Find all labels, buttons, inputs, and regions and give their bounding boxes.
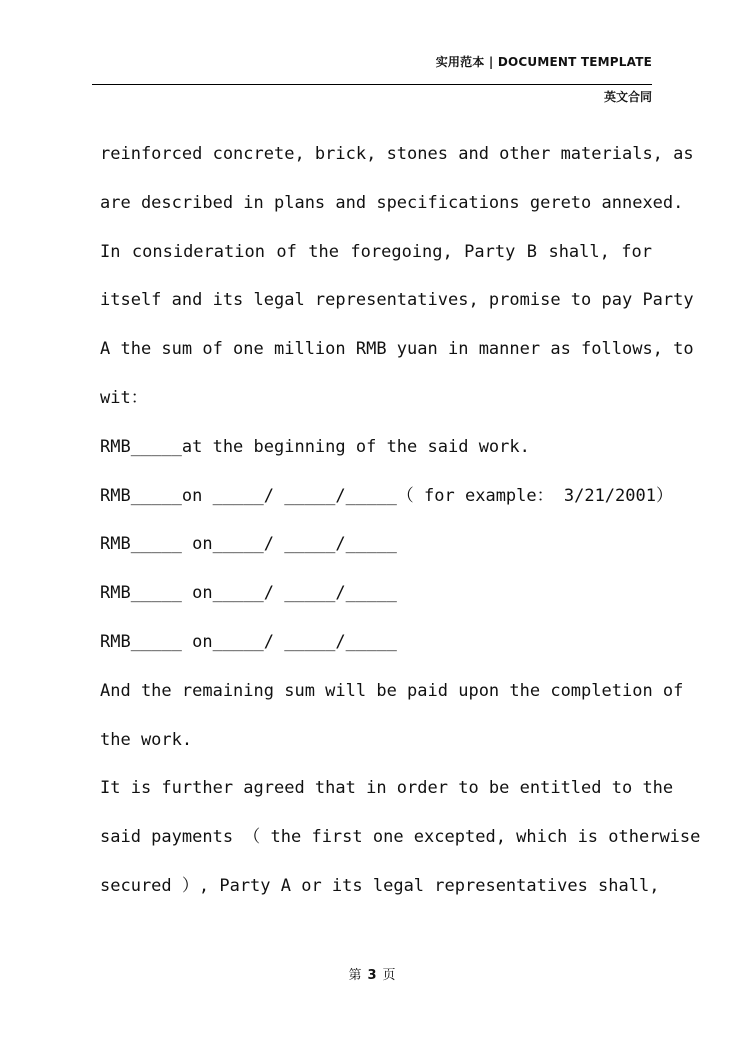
- body-line: It is further agreed that in order to be entitled to the: [100, 778, 674, 799]
- body-line: secured ）, Party A or its legal representatives shall,: [100, 875, 660, 896]
- header-subtitle: 英文合同: [603, 90, 652, 104]
- body-line: said payments （ the first one excepted, which is otherwise: [100, 827, 701, 848]
- body-line: And the remaining sum will be paid upon the completion of: [100, 680, 684, 701]
- payment-line: RMB_____ on_____/ _____/_____: [100, 534, 397, 555]
- page-footer: [0, 964, 744, 983]
- body-line: itself and its legal representatives, promise to pay Party: [100, 290, 694, 311]
- footer-prefix: 第: [348, 968, 362, 983]
- page-number: 3: [367, 968, 377, 983]
- header-divider: [92, 84, 652, 85]
- payment-line: RMB_____at the beginning of the said work.: [100, 436, 530, 457]
- body-line: wit：: [100, 387, 148, 408]
- payment-line: RMB_____ on_____/ _____/_____: [100, 583, 397, 604]
- body-line: A the sum of one million RMB yuan in manner as follows, to: [100, 339, 694, 360]
- body-line: the work.: [100, 729, 193, 750]
- body-line: are described in plans and specifications gereto annexed.: [100, 192, 684, 213]
- header-title: 实用范本 | DOCUMENT TEMPLATE: [435, 55, 652, 69]
- payment-line: RMB_____on _____/ _____/_____（ for example： 3/21/2001）: [100, 485, 673, 506]
- footer-suffix: 页: [382, 968, 396, 983]
- payment-line: RMB_____ on_____/ _____/_____: [100, 631, 397, 652]
- document-body: [100, 130, 701, 911]
- body-line: In consideration of the foregoing, Party B shall, for: [100, 241, 652, 262]
- body-line: reinforced concrete, brick, stones and other materials, as: [100, 144, 694, 164]
